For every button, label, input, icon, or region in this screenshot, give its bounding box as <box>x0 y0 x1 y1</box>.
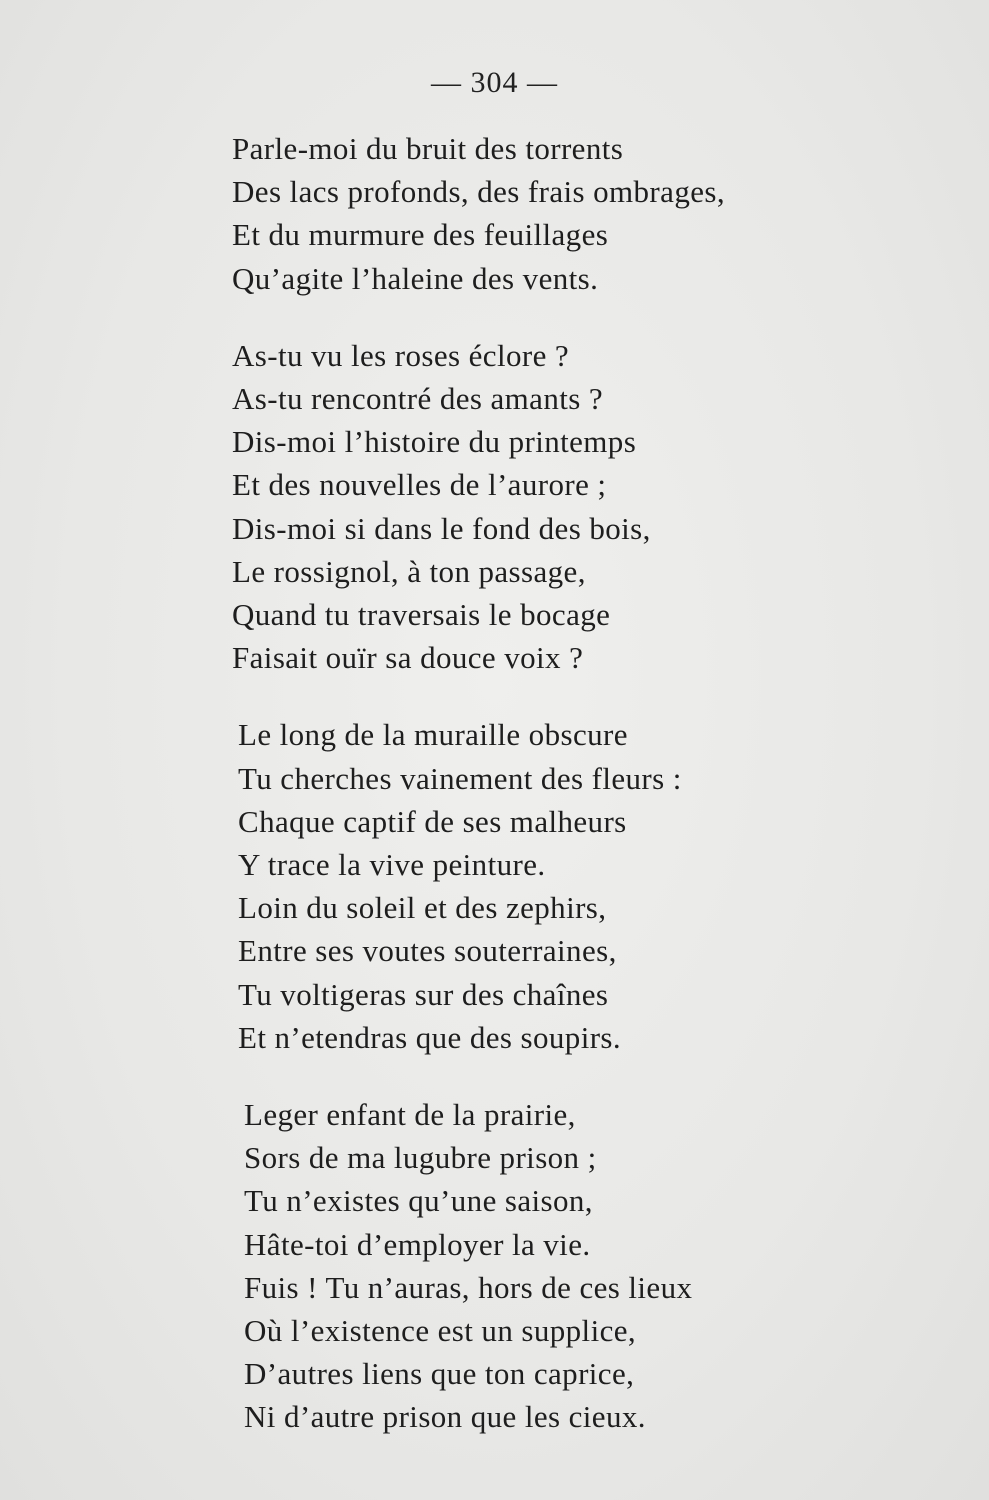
poem-line: Des lacs profonds, des frais ombrages, <box>232 174 725 210</box>
poem-line: Dis-moi si dans le fond des bois, <box>232 510 651 546</box>
poem-line: Tu voltigeras sur des chaînes <box>238 976 609 1012</box>
poem-line: Entre ses voutes souterraines, <box>238 933 617 969</box>
poem-line: Parle-moi du bruit des torrents <box>232 131 624 166</box>
poem-line: Chaque captif de ses malheurs <box>238 803 627 839</box>
poem-line: Y trace la vive peinture. <box>238 847 546 883</box>
poem-line: As-tu vu les roses éclore ? <box>232 337 570 373</box>
poem-line: Quand tu traversais le bocage <box>232 597 611 633</box>
poem-line: Fuis ! Tu n’auras, hors de ces lieux <box>244 1269 693 1305</box>
poem-line: Et n’etendras que des soupirs. <box>238 1019 622 1055</box>
poem-line: Tu cherches vainement des fleurs : <box>238 760 682 796</box>
page-number: — 304 — <box>431 66 558 99</box>
poem-line: Dis-moi l’histoire du printemps <box>232 424 637 460</box>
poem-line: Où l’existence est un supplice, <box>244 1313 637 1349</box>
poem-line: Tu n’existes qu’une saison, <box>244 1183 593 1219</box>
stanza-1 <box>232 127 792 300</box>
poem-line: Le rossignol, à ton passage, <box>232 553 586 589</box>
poem-line: Faisait ouïr sa douce voix ? <box>232 640 584 676</box>
poem-line: Sors de ma lugubre prison ; <box>244 1140 597 1176</box>
poem-line: D’autres liens que ton caprice, <box>244 1356 635 1392</box>
poem-line: Leger enfant de la prairie, <box>244 1097 576 1133</box>
poem-line: As-tu rencontré des amants ? <box>232 381 604 417</box>
stanza-4 <box>232 1093 792 1439</box>
stanza-3 <box>232 713 792 1059</box>
poem-line: Et des nouvelles de l’aurore ; <box>232 467 607 503</box>
stanza-2 <box>232 334 792 680</box>
poem-line: Et du murmure des feuillages <box>232 217 609 253</box>
poem-line: Loin du soleil et des zephirs, <box>238 890 607 926</box>
poem-line: Qu’agite l’haleine des vents. <box>232 260 599 296</box>
poem-line: Hâte-toi d’employer la vie. <box>244 1226 591 1262</box>
poem-line: Le long de la muraille obscure <box>238 717 628 753</box>
poem-line: Ni d’autre prison que les cieux. <box>244 1399 646 1435</box>
poem <box>232 127 792 1439</box>
